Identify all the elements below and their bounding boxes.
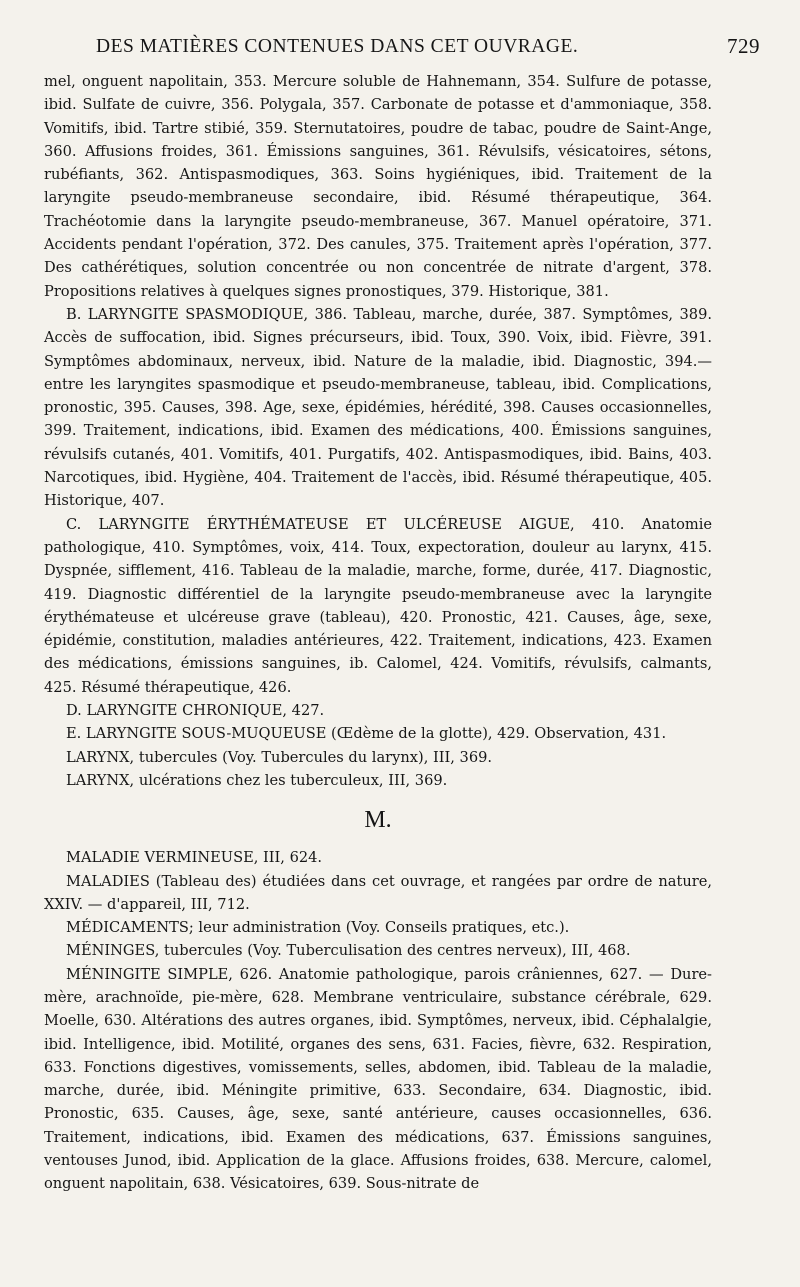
index-entry: MALADIE VERMINEUSE, III, 624. [66, 849, 323, 867]
section-letter: M. [364, 807, 392, 834]
index-entry: LARYNX, tubercules (Voy. Tubercules du larynx), III, 369. [66, 748, 493, 766]
index-body [44, 70, 712, 1196]
index-entry: E. LARYNGITE SOUS-MUQUEUSE (Œdème de la glotte), 429. Observation, 431. [66, 725, 667, 743]
index-entry: B. LARYNGITE SPASMODIQUE, 386. Tableau, marche, durée, 387. Symptômes, 389. Accès de suffocation, ibid. Signes précurseurs, ibid. Toux, 390. Voix, ibid. Fièvre, 391. Symptômes abdominaux, nerveux, ibid. Nature de la maladie, ibid. Diagnostic, 394.—entre les laryngites spasmodique et pseudo-membraneuse, tableau, ibid. Complications, pronostic, 395. Causes, 398. Age, sexe, épidémies, hérédité, 398. Causes occasionnelles, 399. Traitement, indications, ibid. Examen des médications, 400. Émissions sanguines, révulsifs cutanés, 401. Vomitifs, 401. Purgatifs, 402. Antispasmodiques, ibid. Bains, 403. Narcotiques, ibid. Hygiène, 404. Traitement de l'accès, ibid. Résumé thérapeutique, 405. Historique, 407. [44, 305, 712, 510]
running-header [48, 32, 760, 64]
header-title: DES MATIÈRES CONTENUES DANS CET OUVRAGE. [96, 36, 579, 57]
index-entry: D. LARYNGITE CHRONIQUE, 427. [66, 702, 325, 720]
index-entry: MALADIES (Tableau des) étudiées dans cet ouvrage, et rangées par ordre de nature, XXIV. — d'appareil, III, 712. [44, 872, 712, 913]
index-entry: LARYNX, ulcérations chez les tuberculeux, III, 369. [66, 771, 448, 789]
index-entry: MÉNINGES, tubercules (Voy. Tuberculisation des centres nerveux), III, 468. [66, 942, 631, 960]
index-entry: mel, onguent napolitain, 353. Mercure soluble de Hahnemann, 354. Sulfure de potasse, ibid. Sulfate de cuivre, 356. Polygala, 357. Carbonate de potasse et d'ammoniaque, 358. Vomitifs, ibid. Tartre stibié, 359. Sternutatoires, poudre de tabac, poudre de Saint-Ange, 360. Affusions froides, 361. Émissions sanguines, 361. Révulsifs, vésicatoires, sétons, rubéfiants, 362. Antispasmodiques, 363. Soins hygiéniques, ibid. Traitement de la laryngite pseudo-membraneuse secondaire, ibid. Résumé thérapeutique, 364. Trachéotomie dans la laryngite pseudo-membraneuse, 367. Manuel opératoire, 371. Accidents pendant l'opération, 372. Des canules, 375. Traitement après l'opération, 377. Des cathérétiques, solution concentrée ou non concentrée de nitrate d'argent, 378. Propositions relatives à quelques signes pronostiques, 379. Historique, 381. [44, 73, 712, 300]
page-number: 729 [727, 34, 760, 58]
index-entry: MÉDICAMENTS; leur administration (Voy. Conseils pratiques, etc.). [66, 919, 570, 937]
index-entry: C. LARYNGITE ÉRYTHÉMATEUSE ET ULCÉREUSE AIGUE, 410. Anatomie pathologique, 410. Symptômes, voix, 414. Toux, expectoration, douleur au larynx, 415. Dyspnée, sifflement, 416. Tableau de la maladie, marche, forme, durée, 417. Diagnostic, 419. Diagnostic différentiel de la laryngite pseudo-membraneuse avec la laryngite érythémateuse et ulcéreuse grave (tableau), 420. Pronostic, 421. Causes, âge, sexe, épidémie, constitution, maladies antérieures, 422. Traitement, indications, 423. Examen des médications, émissions sanguines, ib. Calomel, 424. Vomitifs, révulsifs, calmants, 425. Résumé thérapeutique, 426. [44, 515, 712, 696]
index-entry: MÉNINGITE SIMPLE, 626. Anatomie pathologique, parois crâniennes, 627. — Dure-mère, arachnoïde, pie-mère, 628. Membrane ventriculaire, substance cérébrale, 629. Moelle, 630. Altérations des autres organes, ibid. Symptômes, nerveux, ibid. Céphalalgie, ibid. Intelligence, ibid. Motilité, organes des sens, 631. Facies, fièvre, 632. Respiration, 633. Fonctions digestives, vomissements, selles, abdomen, ibid. Tableau de la maladie, marche, durée, ibid. Méningite primitive, 633. Secondaire, 634. Diagnostic, ibid. Pronostic, 635. Causes, âge, sexe, santé antérieure, causes occasionnelles, 636. Traitement, indications, ibid. Examen des médications, 637. Émissions sanguines, ventouses Junod, ibid. Application de la glace. Affusions froides, 638. Mercure, calomel, onguent napolitain, 638. Vésicatoires, 639. Sous-nitrate de [44, 965, 712, 1193]
